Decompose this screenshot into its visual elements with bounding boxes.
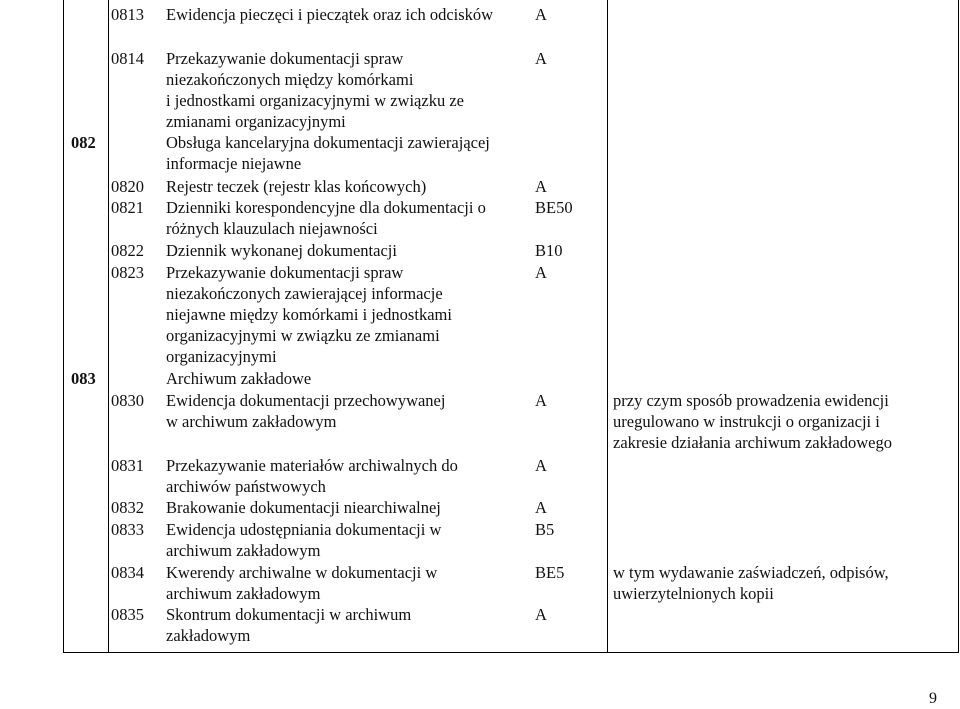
row-note: uregulowano w instrukcji o organizacji i xyxy=(613,412,880,431)
row-category: A xyxy=(535,5,547,24)
table-left-border xyxy=(63,0,64,653)
group-title: Archiwum zakładowe xyxy=(166,369,312,388)
row-category: A xyxy=(535,498,547,517)
row-title: Ewidencja pieczęci i pieczątek oraz ich odcisków xyxy=(166,5,494,24)
group-title: Obsługa kancelaryjna dokumentacji zawierającej xyxy=(166,133,490,152)
row-title: Rejestr teczek (rejestr klas końcowych) xyxy=(166,177,427,196)
row-category: BE5 xyxy=(535,563,565,582)
row-title: niejawne między komórkami i jednostkami xyxy=(166,305,452,324)
row-category: A xyxy=(535,263,547,282)
row-category: A xyxy=(535,391,547,410)
row-title: w archiwum zakładowym xyxy=(166,412,337,431)
row-title: Skontrum dokumentacji w archiwum xyxy=(166,605,412,624)
row-title: Przekazywanie dokumentacji spraw xyxy=(166,263,404,282)
row-code: 0831 xyxy=(111,456,144,475)
row-category: B5 xyxy=(535,520,555,539)
row-code: 0814 xyxy=(111,49,144,68)
row-category: BE50 xyxy=(535,198,573,217)
row-title: Brakowanie dokumentacji niearchiwalnej xyxy=(166,498,441,517)
row-code: 0822 xyxy=(111,241,144,260)
row-title: organizacyjnymi xyxy=(166,347,277,366)
row-title: zmianami organizacyjnymi xyxy=(166,112,346,131)
column-divider-category xyxy=(607,0,608,653)
page-number: 9 xyxy=(929,690,937,707)
row-code: 0833 xyxy=(111,520,144,539)
row-title: Przekazywanie dokumentacji spraw xyxy=(166,49,404,68)
row-title: zakładowym xyxy=(166,626,251,645)
row-category: B10 xyxy=(535,241,563,260)
row-note: zakresie działania archiwum zakładowego xyxy=(613,433,892,452)
row-code: 0821 xyxy=(111,198,144,217)
row-title: archiwum zakładowym xyxy=(166,584,321,603)
row-title: Ewidencja udostępniania dokumentacji w xyxy=(166,520,442,539)
row-title: archiwum zakładowym xyxy=(166,541,321,560)
group-code: 082 xyxy=(71,133,96,152)
row-title: Ewidencja dokumentacji przechowywanej xyxy=(166,391,446,410)
row-code: 0835 xyxy=(111,605,144,624)
group-code: 083 xyxy=(71,369,96,388)
row-code: 0830 xyxy=(111,391,144,410)
group-title: informacje niejawne xyxy=(166,154,302,173)
row-title: i jednostkami organizacyjnymi w związku ze xyxy=(166,91,464,110)
table-bottom-border xyxy=(63,652,959,653)
column-divider-code xyxy=(108,0,109,653)
row-title: niezakończonych między komórkami xyxy=(166,70,414,89)
row-title: archiwów państwowych xyxy=(166,477,326,496)
row-code: 0813 xyxy=(111,5,144,24)
row-category: A xyxy=(535,456,547,475)
row-title: Kwerendy archiwalne w dokumentacji w xyxy=(166,563,438,582)
row-note: w tym wydawanie zaświadczeń, odpisów, xyxy=(613,563,889,582)
row-code: 0820 xyxy=(111,177,144,196)
row-title: Przekazywanie materiałów archiwalnych do xyxy=(166,456,458,475)
row-title: organizacyjnymi w związku ze zmianami xyxy=(166,326,440,345)
row-category: A xyxy=(535,49,547,68)
row-note: uwierzytelnionych kopii xyxy=(613,584,774,603)
row-code: 0834 xyxy=(111,563,144,582)
table-right-border xyxy=(958,0,959,653)
row-title: różnych klauzulach niejawności xyxy=(166,219,378,238)
row-title: Dziennik wykonanej dokumentacji xyxy=(166,241,397,260)
row-note: przy czym sposób prowadzenia ewidencji xyxy=(613,391,889,410)
row-category: A xyxy=(535,605,547,624)
row-title: niezakończonych zawierającej informacje xyxy=(166,284,443,303)
row-code: 0823 xyxy=(111,263,144,282)
row-title: Dzienniki korespondencyjne dla dokumentacji o xyxy=(166,198,486,217)
row-category: A xyxy=(535,177,547,196)
row-code: 0832 xyxy=(111,498,144,517)
